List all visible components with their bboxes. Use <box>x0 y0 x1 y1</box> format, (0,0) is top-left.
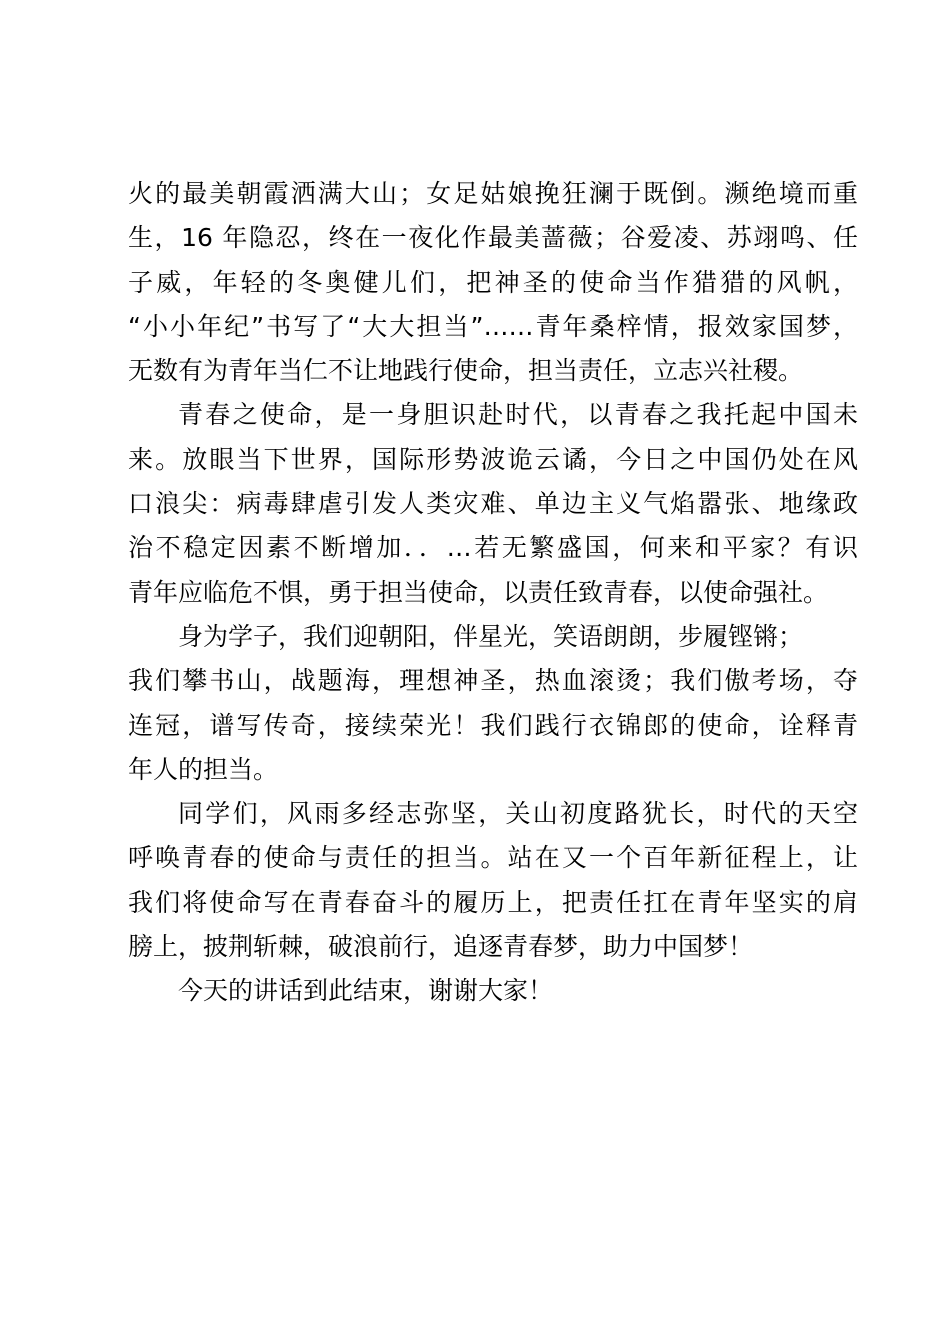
text-line: 治不稳定因素不断增加．．…若无繁盛国，何来和平家？有识 <box>128 533 858 563</box>
text-line: 我们将使命写在青春奋斗的履历上，把责任扛在青年坚实的肩 <box>128 887 858 917</box>
text-line: 生，16 年隐忍，终在一夜化作最美蔷薇；谷爱凌、苏翊鸣、任 <box>128 223 858 253</box>
text-line: “小小年纪”书写了“大大担当”……青年桑梓情，报效家国梦， <box>128 311 858 341</box>
paragraph-first-line: 青春之使命，是一身胆识赴时代，以青春之我托起中国未 <box>178 400 858 430</box>
paragraph-first-line: 今天的讲话到此结束，谢谢大家！ <box>178 976 554 1006</box>
paragraph-first-line: 同学们，风雨多经志弥坚，关山初度路犹长，时代的天空 <box>178 799 858 829</box>
text-line: 火的最美朝霞洒满大山；女足姑娘挽狂澜于既倒。濒绝境而重 <box>128 179 858 208</box>
text-line: 口浪尖：病毒肆虐引发人类灾难、单边主义气焰嚣张、地缘政 <box>128 489 858 519</box>
text-line: 无数有为青年当仁不让地践行使命，担当责任，立志兴社稷。 <box>128 356 804 386</box>
document-body <box>128 172 858 1014</box>
paragraph-first-line: 身为学子，我们迎朝阳，伴星光，笑语朗朗，步履铿锵； <box>178 621 804 651</box>
text-line: 来。放眼当下世界，国际形势波诡云谲，今日之中国仍处在风 <box>128 444 858 474</box>
text-line: 连冠，谱写传奇，接续荣光！我们践行衣锦郎的使命，诠释青 <box>128 710 858 740</box>
text-line: 年人的担当。 <box>128 754 279 784</box>
text-line: 青年应临危不惧，勇于担当使命，以责任致青春，以使命强社。 <box>128 577 829 607</box>
text-line: 膀上，披荆斩棘，破浪前行，追逐青春梦，助力中国梦！ <box>128 932 754 962</box>
text-line: 我们攀书山，战题海，理想神圣，热血滚烫；我们傲考场，夺 <box>128 666 858 696</box>
text-line: 子威，年轻的冬奥健儿们，把神圣的使命当作猎猎的风帆， <box>128 267 858 297</box>
text-line: 呼唤青春的使命与责任的担当。站在又一个百年新征程上，让 <box>128 843 858 873</box>
